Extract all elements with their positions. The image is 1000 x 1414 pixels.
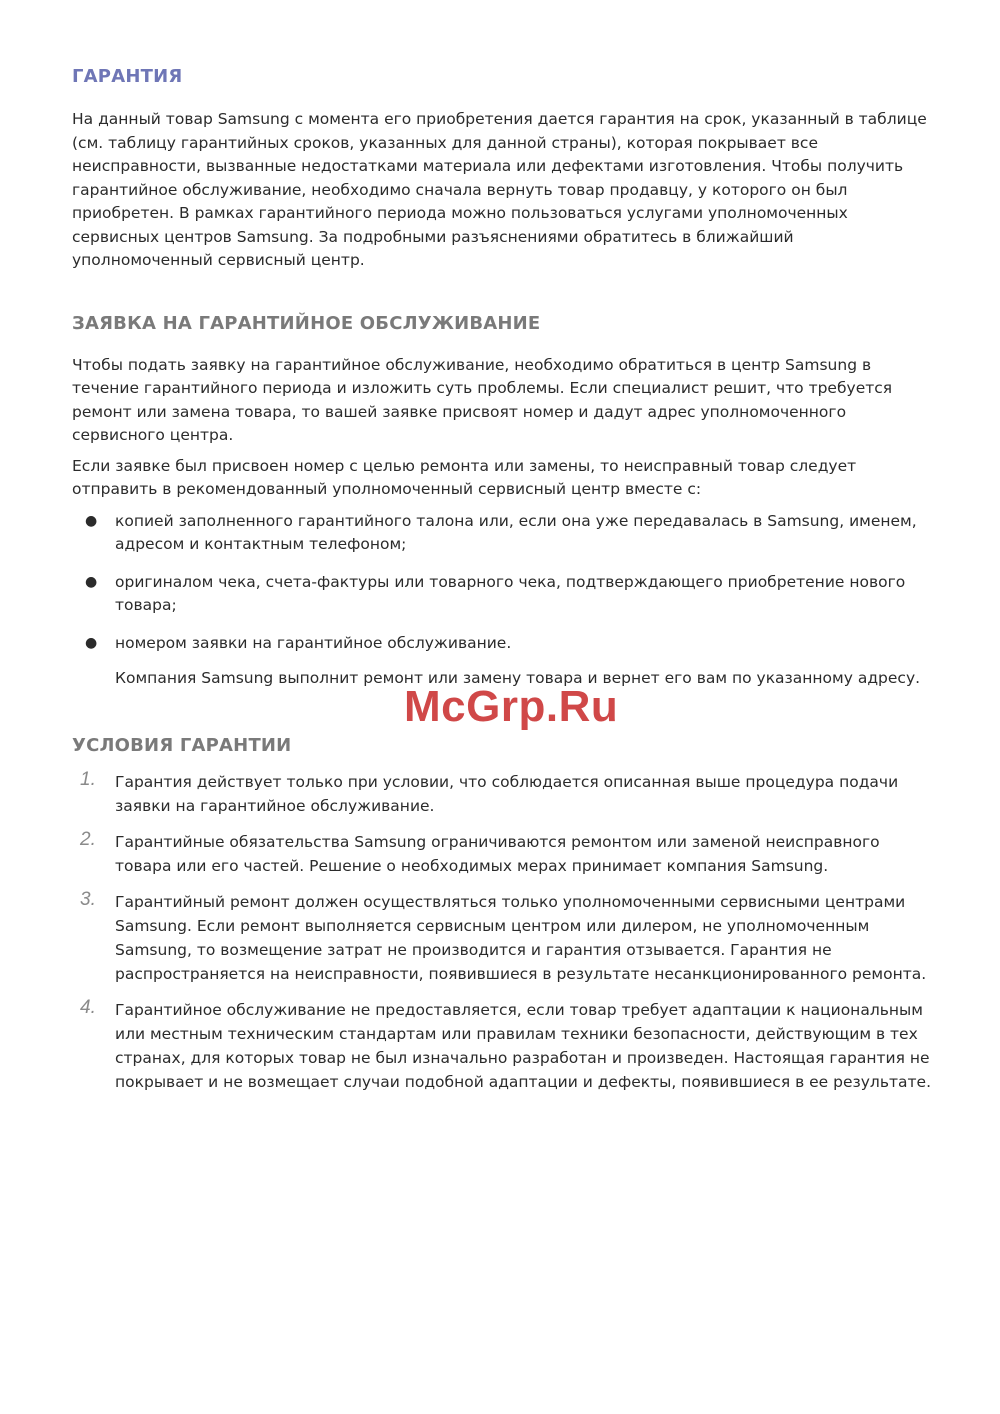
item-number: 2. [80,828,96,850]
request-paragraph-2: Если заявке был присвоен номер с целью ремонта или замены, то неисправный товар следует отправить в рекомендованный уполномоченный сервисный центр вместе с: [72,456,857,498]
warranty-conditions-section [72,735,932,1094]
item-number: 1. [80,768,96,790]
list-item [72,830,932,878]
list-item-text: оригиналом чека, счета-фактуры или товарного чека, подтверждающего приобретение нового товара; [115,572,906,614]
list-item-text: копией заполненного гарантийного талона или, если она уже передавалась в Samsung, именем, адресом и контактным телефоном; [115,511,917,553]
list-item [72,571,932,618]
item-number: 3. [80,888,96,910]
request-paragraph-1: Чтобы подать заявку на гарантийное обслуживание, необходимо обратиться в центр Samsung в течение гарантийного периода и изложить суть проблемы. Если специалист решит, что требуется ремонт или замена товара, то вашей заявке присвоят номер и дадут адрес уполномоченного сервисного центра. [72,355,893,444]
list-item [72,510,932,557]
warranty-heading: ГАРАНТИЯ [72,66,183,87]
list-item [72,890,932,986]
conditions-numbered-list [72,770,932,1094]
list-item [72,770,932,818]
list-item-text: Гарантийное обслуживание не предоставляется, если товар требует адаптации к национальным или местным техническим стандартам или правилам техники безопасности, действующим в тех странах, для которых товар не был изначально разработан и произведен. Настоящая гарантия не покрывает и не возмещает случаи подобной адаптации и дефекты, появившиеся в ее результате. [115,1000,931,1091]
list-item-text: Гарантийные обязательства Samsung ограничиваются ремонтом или заменой неисправного товара или его частей. Решение о необходимых мерах принимает компания Samsung. [115,832,880,875]
watermark: McGrp.Ru [404,682,619,731]
warranty-section [72,66,932,273]
list-item-text: номером заявки на гарантийное обслуживание. [115,633,512,652]
warranty-conditions-heading: УСЛОВИЯ ГАРАНТИИ [72,734,292,756]
list-item [72,632,932,656]
warranty-paragraph: На данный товар Samsung с момента его приобретения дается гарантия на срок, указанный в таблице (см. таблицу гарантийных сроков, указанных для данной страны), которая покрывает все неисправности, вызванные недостатками материала или дефектами изготовления. Чтобы получить гарантийное обслуживание, необходимо сначала вернуть товар продавцу, у которого он был приобретен. В рамках гарантийного периода можно пользоваться услугами уполномоченных сервисных центров Samsung. За подробными разъяснениями обратитесь в ближайший уполномоченный сервисный центр. [72,110,927,269]
list-item [72,998,932,1094]
document-page [72,66,932,1106]
warranty-request-section [72,313,932,691]
request-bullet-list [72,510,932,656]
list-item-text: Гарантия действует только при условии, что соблюдается описанная выше процедура подачи заявки на гарантийное обслуживание. [115,772,899,815]
request-note: Компания Samsung выполнит ремонт или замену товара и вернет его вам по указанному адресу. [115,669,921,687]
bullet-icon: ● [85,573,98,590]
list-item-text: Гарантийный ремонт должен осуществляться только уполномоченными сервисными центрами Samsung. Если ремонт выполняется сервисным центром или дилером, не уполномоченным Samsung, то возмещение затрат не производится и гарантия отзывается. Гарантия не распространяется на неисправности, появившиеся в результате несанкционированного ремонта. [115,892,927,983]
warranty-request-heading: ЗАЯВКА НА ГАРАНТИЙНОЕ ОБСЛУЖИВАНИЕ [72,312,541,334]
bullet-icon: ● [85,512,98,529]
item-number: 4. [80,996,96,1018]
bullet-icon: ● [85,634,98,651]
